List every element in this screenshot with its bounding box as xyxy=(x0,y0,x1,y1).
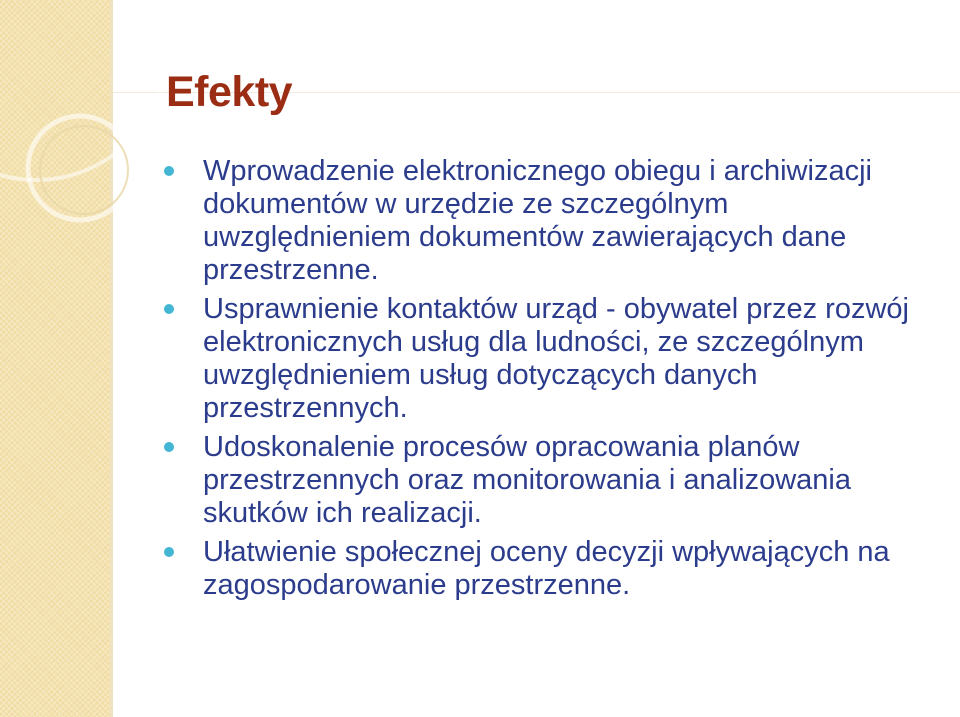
bullet-list xyxy=(203,155,943,608)
round-dot-icon xyxy=(164,442,174,452)
bullet-text: Udoskonalenie procesów opracowania planów przestrzennych oraz monitorowania i analizowania skutków ich realizacji. xyxy=(203,431,851,529)
bullet-text: Wprowadzenie elektronicznego obiegu i archiwizacji dokumentów w urzędzie ze szczególnym uwzględnieniem dokumentów zawierających dane przestrzenne. xyxy=(203,155,872,286)
slide-title: Efekty xyxy=(166,68,293,116)
round-dot-icon xyxy=(164,304,174,314)
bullet-text: Usprawnienie kontaktów urząd - obywatel przez rozwój elektronicznych usług dla ludności, ze szczególnym uwzględnieniem usług dotyczących danych przestrzennych. xyxy=(203,293,909,424)
bullet-item xyxy=(203,293,943,425)
bullet-item xyxy=(203,536,943,602)
bullet-item xyxy=(203,431,943,530)
round-dot-icon xyxy=(164,547,174,557)
round-dot-icon xyxy=(164,166,174,176)
bullet-item xyxy=(203,155,943,287)
decor-circle-large xyxy=(0,0,168,180)
bullet-text: Ułatwienie społecznej oceny decyzji wpływających na zagospodarowanie przestrzenne. xyxy=(203,536,890,601)
decor-circle-medium xyxy=(28,116,132,220)
